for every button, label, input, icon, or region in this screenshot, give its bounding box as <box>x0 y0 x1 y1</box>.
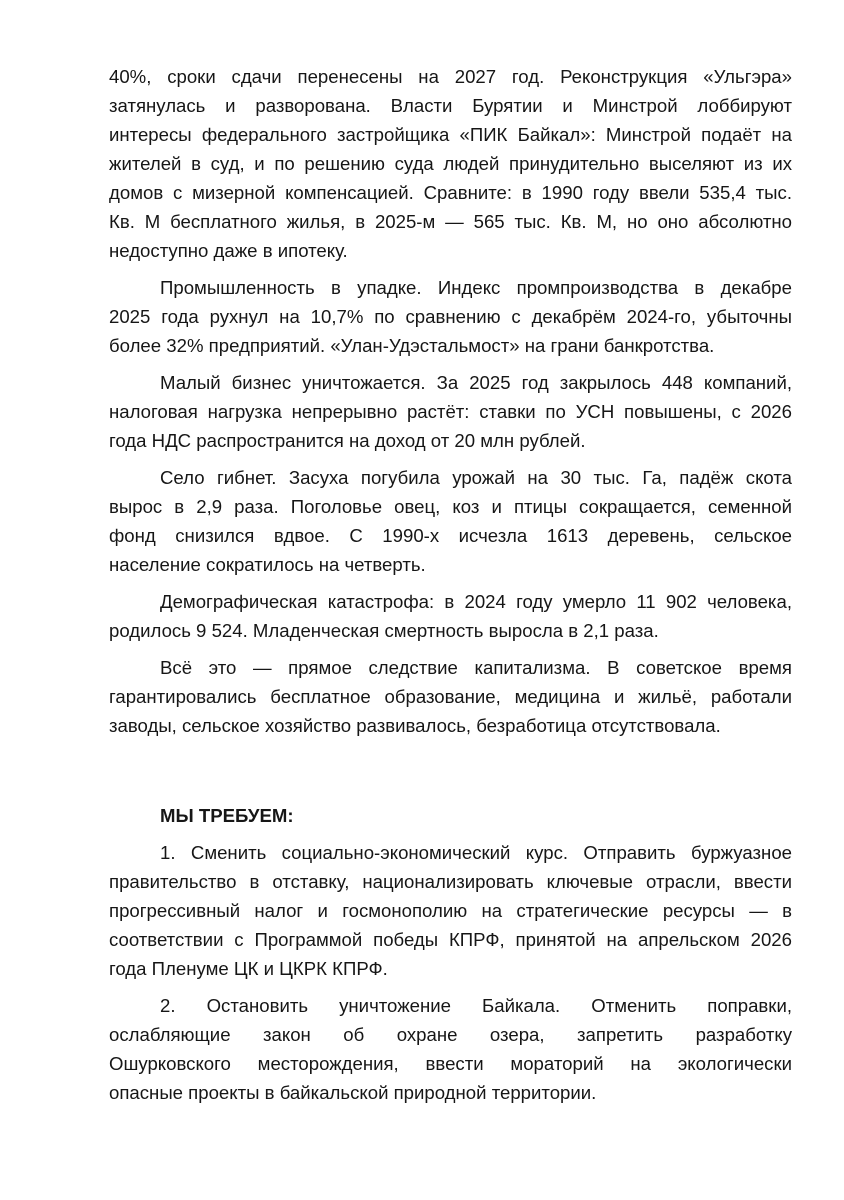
text-line: соответствии с Программой победы КПРФ, принятой на апрельском 2026 <box>109 929 792 950</box>
text-line: года Пленуме ЦК и ЦКРК КПРФ. <box>109 958 388 979</box>
paragraph-spacer <box>109 360 792 368</box>
paragraph-spacer <box>109 265 792 273</box>
section-spacer <box>109 740 792 801</box>
text-line: заводы, сельское хозяйство развивалось, безработица отсутствовала. <box>109 715 721 736</box>
text-line: домов с мизерной компенсацией. Сравните: в 1990 году ввели 535,4 тыс. <box>109 182 792 203</box>
text-line: года НДС распространится на доход от 20 млн рублей. <box>109 430 586 451</box>
paragraph-industry <box>109 273 792 360</box>
document-content <box>109 62 792 1107</box>
text-line: Кв. М бесплатного жилья, в 2025-м — 565 тыс. Кв. М, но оно абсолютно <box>109 211 792 232</box>
text-line: Демографическая катастрофа: в 2024 году умерло 11 902 человека, <box>160 591 792 612</box>
paragraph-capitalism <box>109 653 792 740</box>
paragraph-agriculture <box>109 463 792 579</box>
text-line: фонд снизился вдвое. С 1990-х исчезла 1613 деревень, сельское <box>109 525 792 546</box>
text-line: родилось 9 524. Младенческая смертность выросла в 2,1 раза. <box>109 620 659 641</box>
text-line: более 32% предприятий. «Улан-Удэстальмост» на грани банкротства. <box>109 335 715 356</box>
text-line: Ошурковского месторождения, ввести мораторий на экологически <box>109 1053 792 1074</box>
text-line: вырос в 2,9 раза. Поголовье овец, коз и птицы сокращается, семенной <box>109 496 792 517</box>
text-line: опасные проекты в байкальской природной территории. <box>109 1082 597 1103</box>
text-line: жителей в суд, и по решению суда людей принудительно выселяют из их <box>109 153 792 174</box>
paragraph-spacer <box>109 830 792 838</box>
text-line: ослабляющие закон об охране озера, запретить разработку <box>109 1024 792 1045</box>
text-line: правительство в отставку, национализировать ключевые отрасли, ввести <box>109 871 792 892</box>
text-line: интересы федерального застройщика «ПИК Байкал»: Минстрой подаёт на <box>109 124 792 145</box>
text-line: недоступно даже в ипотеку. <box>109 240 348 261</box>
paragraph-small-business <box>109 368 792 455</box>
paragraph-demography <box>109 587 792 645</box>
demand-item-2 <box>109 991 792 1107</box>
paragraph-spacer <box>109 645 792 653</box>
demand-item-1 <box>109 838 792 983</box>
text-line: 1. Сменить социально-экономический курс. Отправить буржуазное <box>160 842 792 863</box>
text-line: Село гибнет. Засуха погубила урожай на 30 тыс. Га, падёж скота <box>160 467 792 488</box>
text-line: Малый бизнес уничтожается. За 2025 год закрылось 448 компаний, <box>160 372 792 393</box>
paragraph-housing <box>109 62 792 265</box>
paragraph-spacer <box>109 455 792 463</box>
text-line: прогрессивный налог и госмонополию на стратегические ресурсы — в <box>109 900 792 921</box>
text-line: налоговая нагрузка непрерывно растёт: ставки по УСН повышены, с 2026 <box>109 401 792 422</box>
text-line: Всё это — прямое следствие капитализма. В советское время <box>160 657 792 678</box>
text-line: 2. Остановить уничтожение Байкала. Отменить поправки, <box>160 995 792 1016</box>
paragraph-spacer <box>109 579 792 587</box>
text-line: затянулась и разворована. Власти Бурятии и Минстрой лоббируют <box>109 95 792 116</box>
text-line: Промышленность в упадке. Индекс промпроизводства в декабре <box>160 277 792 298</box>
text-line: население сократилось на четверть. <box>109 554 426 575</box>
text-line: 40%, сроки сдачи перенесены на 2027 год. Реконструкция «Ульгэра» <box>109 66 792 87</box>
demands-heading: МЫ ТРЕБУЕМ: <box>160 805 294 826</box>
text-line: гарантировались бесплатное образование, медицина и жильё, работали <box>109 686 792 707</box>
paragraph-spacer <box>109 983 792 991</box>
text-line: 2025 года рухнул на 10,7% по сравнению с декабрём 2024-го, убыточны <box>109 306 792 327</box>
